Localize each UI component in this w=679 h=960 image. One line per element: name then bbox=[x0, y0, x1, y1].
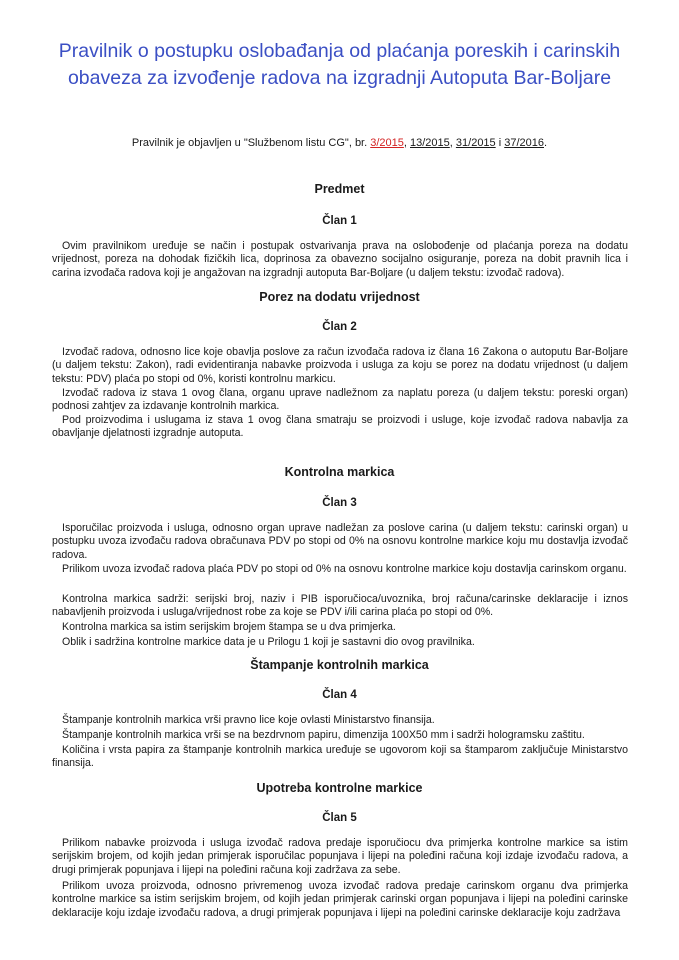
paragraph: Prilikom uvoza proizvoda, odnosno privremenog uvoza izvođač radova predaje carinskom organu dva primjerka kontrolne markice sa istim serijskim brojem, od kojih jedan primjerak carinski organ popunjava i lijepi na poleđini carinske deklaracije koju izdaje izvođaču radova, a drugi primjerak popunjava i lijepi na poleđini carinske deklaracije koju zadržava bbox=[52, 880, 628, 919]
paragraph: Štampanje kontrolnih markica vrši pravno lice koje ovlasti Ministarstvo finansija. bbox=[62, 714, 435, 726]
paragraph: Štampanje kontrolnih markica vrši se na bezdrvnom papiru, dimenzija 100X50 mm i sadrži hologramsku zaštitu. bbox=[62, 729, 585, 741]
paragraph: Isporučilac proizvoda i usluga, odnosno organ uprave nadležan za poslove carina (u daljem tekstu: carinski organ) u postupku uvoza izvođaču radova obračunava PDV po stopi od 0% na osnovu kontrolne markice koju mu dostavlja izvođač radova. bbox=[52, 522, 628, 561]
page-title bbox=[30, 38, 649, 92]
publication-prefix: Pravilnik je objavljen u "Službenom listu CG", br. bbox=[131, 137, 371, 149]
gazette-link-31-2015[interactable]: 31/2015 bbox=[455, 137, 496, 149]
paragraph: Količina i vrsta papira za štampanje kontrolnih markica uređuje se ugovorom koji sa štamparom zaključuje Ministarstvo finansija. bbox=[52, 744, 628, 770]
article-number: Član 1 bbox=[322, 215, 357, 227]
section-heading: Porez na dodatu vrijednost bbox=[259, 290, 420, 304]
gazette-link-3-2015[interactable]: 3/2015 bbox=[370, 137, 404, 149]
paragraph: Prilikom uvoza izvođač radova plaća PDV po stopi od 0% na osnovu kontrolne markice koju dostavlja carinskom organu. bbox=[62, 563, 627, 575]
paragraph: Kontrolna markica sa istim serijskim brojem štampa se u dva primjerka. bbox=[62, 621, 396, 633]
title-line-1: Pravilnik o postupku oslobađanja od plaćanja poreskih i carinskih bbox=[58, 40, 621, 62]
gazette-link-37-2016[interactable]: 37/2016 bbox=[504, 137, 544, 149]
paragraph: Prilikom nabavke proizvoda i usluga izvođač radova predaje isporučiocu dva primjerka kontrolne markice sa istim serijskim brojem, od kojih jedan primjerak isporučilac popunjava i lijepi na poleđini računa koji izdaje izvođaču radova, a drugi primjerak popunjava i lijepi na poleđini računa koji zadržava za sebe. bbox=[52, 837, 628, 876]
article-number: Član 5 bbox=[322, 812, 357, 824]
section-heading: Štampanje kontrolnih markica bbox=[250, 658, 429, 672]
section-heading: Upotreba kontrolne markice bbox=[256, 781, 423, 795]
section-heading: Kontrolna markica bbox=[284, 465, 395, 479]
paragraph: Kontrolna markica sadrži: serijski broj, naziv i PIB isporučioca/uvoznika, broj računa/carinske deklaracije i iznos nabavljenih proizvoda i usluga/vrijednost robe za koje se PDV i/ili carina plaća po stopi od 0%. bbox=[52, 593, 628, 619]
title-line-2: obaveza za izvođenje radova na izgradnji Autoputa Bar-Boljare bbox=[67, 67, 612, 89]
paragraph: Ovim pravilnikom uređuje se način i postupak ostvarivanja prava na oslobođenje od plaćanja poreza na dodatu vrijednost, poreza na dohodak fizičkih lica, doprinosa za obavezno socijalno osiguranje, poreza na dobit pravnih lica i carina izvođača radova koji je angažovan na izgradnji autoputa Bar-Boljare (u daljem tekstu: izvođač radova). bbox=[52, 240, 628, 279]
article-number: Član 4 bbox=[322, 689, 357, 701]
paragraph: Izvođač radova, odnosno lice koje obavlja poslove za račun izvođača radova iz člana 16 Zakona o autoputu Bar-Boljare (u daljem tekstu: Zakon), radi evidentiranja nabavke proizvoda i usluga za koju se porez na dodatu vrijednost (u daljem tekstu: PDV) plaća po stopi od 0%, koristi kontrolnu markicu. bbox=[52, 346, 628, 385]
gazette-link-13-2015[interactable]: 13/2015 bbox=[410, 137, 450, 149]
publication-note: Pravilnik je objavljen u "Službenom listu CG", br. 3/2015, 13/2015, 31/2015 i 37/2016. bbox=[131, 137, 548, 149]
section-heading: Predmet bbox=[314, 182, 365, 196]
article-number: Član 3 bbox=[322, 497, 357, 509]
article-number: Član 2 bbox=[322, 321, 357, 333]
paragraph: Pod proizvodima i uslugama iz stava 1 ovog člana smatraju se proizvodi i usluge, koje izvođač radova nabavlja za obavljanje djelatnosti izgradnje autoputa. bbox=[52, 414, 628, 440]
paragraph: Oblik i sadržina kontrolne markice data je u Prilogu 1 koji je sastavni dio ovog pravilnika. bbox=[62, 636, 475, 648]
paragraph: Izvođač radova iz stava 1 ovog člana, organu uprave nadležnom za naplatu poreza (u daljem tekstu: poreski organ) podnosi zahtjev za izdavanje kontrolnih markica. bbox=[52, 387, 628, 413]
